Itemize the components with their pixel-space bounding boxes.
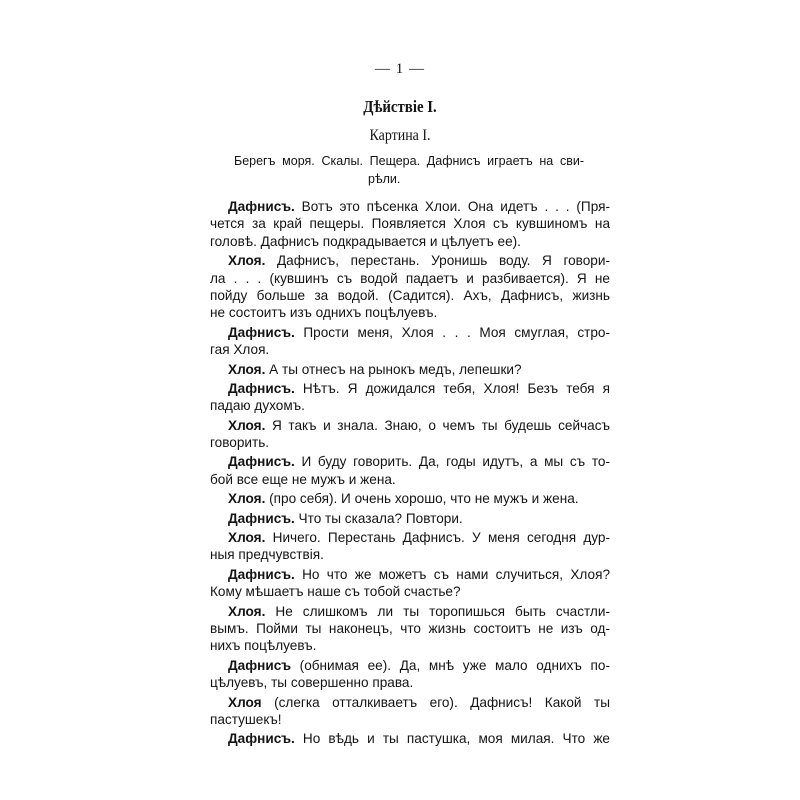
speech-text: (обнимая ее). Да, мнѣ уже мало однихъ по- <box>291 657 610 673</box>
speech-text: Но что же можетъ съ нами случиться, Хлоя? <box>294 566 610 582</box>
speech-text: вымъ. Пойми ты наконецъ, что жизнь состоитъ не изъ од- <box>210 620 610 636</box>
speaker-name: Дафнисъ. <box>228 731 295 747</box>
dialogue-line <box>210 730 610 747</box>
dialogue-line <box>210 637 610 654</box>
dialogue-line <box>210 674 610 691</box>
dialogue-line <box>210 566 610 583</box>
stage-setting <box>234 152 584 188</box>
dialogue-line <box>210 215 610 232</box>
dialogue-line <box>210 453 610 470</box>
speech-text: говорить. <box>210 435 270 451</box>
speech-text: Но вѣдь и ты пастушка, моя милая. Что же <box>294 731 610 747</box>
speech-text: Кому мѣшаетъ наше съ тобой счастье? <box>210 584 461 600</box>
speaker-name: Хлоя <box>228 694 262 710</box>
dialogue-line <box>210 417 610 434</box>
dialogue-line <box>210 546 610 563</box>
speech-text: А ты отнесъ на рынокъ медъ, лепешки? <box>265 361 522 377</box>
speech-text: Что ты сказала? Повтори. <box>294 510 463 526</box>
speech-text: гая Хлоя. <box>210 342 270 358</box>
speech-text: ла . . . (кувшинъ съ водой падаетъ и разбивается). Я не <box>210 270 610 286</box>
dialogue-line <box>210 270 610 287</box>
scene-title: Картина I. <box>369 127 431 144</box>
speech-text: Вотъ это пѣсенка Хлои. Она идетъ . . . (Пря- <box>294 199 610 214</box>
speech-text: падаю духомъ. <box>210 398 305 414</box>
speaker-name: Хлоя. <box>228 603 266 619</box>
dialogue-line <box>210 529 610 546</box>
speaker-name: Дафнисъ. <box>228 454 295 470</box>
speech-text: нихъ поцѣлуевъ. <box>210 638 317 654</box>
stage-setting-line: Берегъ моря. Скалы. Пещера. Дафнисъ играетъ на сви- <box>234 154 584 168</box>
speech-text: Дафнисъ, перестань. Уронишь воду. Я говори- <box>265 253 610 269</box>
dialogue-line <box>210 287 610 304</box>
speaker-name: Дафнисъ. <box>228 566 295 582</box>
dialogue-line <box>210 620 610 637</box>
page-number: — 1 — <box>375 61 425 77</box>
dialogue-line <box>210 694 610 711</box>
dialogue-line <box>210 361 610 378</box>
dialogue-line <box>210 198 610 215</box>
speaker-name: Хлоя. <box>228 491 266 507</box>
speaker-name: Хлоя. <box>228 530 266 546</box>
dialogue-line <box>210 603 610 620</box>
speaker-name: Дафнисъ. <box>228 510 295 526</box>
speech-text: чется за край пещеры. Появляется Хлоя съ кувшиномъ на <box>210 216 610 232</box>
speaker-name: Дафнисъ <box>228 657 291 673</box>
speech-text: (слегка отталкиваетъ его). Дафнисъ! Какой ты <box>261 694 610 710</box>
speech-text: пойду больше за водой. (Садится). Ахъ, Дафнисъ, жизнь <box>210 287 610 303</box>
speech-text: Прости меня, Хлоя . . . Моя смуглая, стро- <box>294 324 610 340</box>
speech-text: Я такъ и знала. Знаю, о чемъ ты будешь сейчасъ <box>265 417 610 433</box>
speaker-name: Дафнисъ. <box>228 199 295 214</box>
speaker-name: Дафнисъ. <box>228 324 295 340</box>
dialogue-line <box>210 397 610 414</box>
speaker-name: Хлоя. <box>228 361 266 377</box>
dialogue-line <box>210 341 610 358</box>
dialogue-line <box>210 583 610 600</box>
dialogue-body <box>210 198 610 748</box>
speech-text: пастушекъ! <box>210 711 282 727</box>
dialogue-line <box>210 510 610 527</box>
speaker-name: Хлоя. <box>228 417 266 433</box>
speech-text: Не слишкомъ ли ты торопишься быть счастли- <box>265 603 610 619</box>
dialogue-line <box>210 490 610 507</box>
dialogue-line <box>210 304 610 321</box>
dialogue-line <box>210 324 610 341</box>
dialogue-line <box>210 711 610 728</box>
dialogue-line <box>210 657 610 674</box>
dialogue-line <box>210 471 610 488</box>
speaker-name: Хлоя. <box>228 253 266 269</box>
stage-setting-line: рѣли. <box>368 172 401 186</box>
speech-text: Нѣтъ. Я дожидался тебя, Хлоя! Безъ тебя я <box>294 380 610 396</box>
speech-text: (про себя). И очень хорошо, что не мужъ и жена. <box>265 491 579 507</box>
speech-text: головѣ. Дафнисъ подкрадывается и цѣлуетъ ее). <box>210 233 521 249</box>
dialogue-line <box>210 233 610 250</box>
speech-text: цѣлуевъ, ты совершенно права. <box>210 675 414 691</box>
speech-text: И буду говорить. Да, годы идутъ, а мы съ то- <box>294 454 610 470</box>
speech-text: бой все еще не мужъ и жена. <box>210 471 396 487</box>
speech-text: ныя предчувствія. <box>210 547 324 563</box>
dialogue-line <box>210 434 610 451</box>
speech-text: не состоитъ изъ однихъ поцѣлуевъ. <box>210 305 438 321</box>
speech-text: Ничего. Перестань Дафнисъ. У меня сегодня дур- <box>265 530 610 546</box>
speaker-name: Дафнисъ. <box>228 380 295 396</box>
act-title: Дѣйствіе I. <box>363 97 437 116</box>
dialogue-line <box>210 252 610 269</box>
dialogue-line <box>210 380 610 397</box>
